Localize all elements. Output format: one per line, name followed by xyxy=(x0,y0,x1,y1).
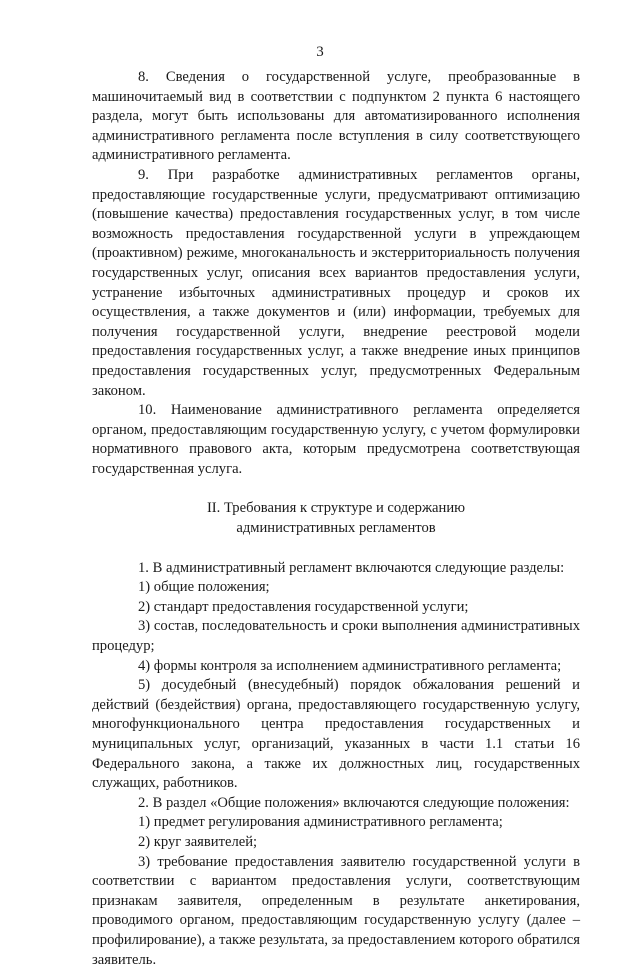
list-item: 5) досудебный (внесудебный) порядок обжалования решений и действий (бездействия) органа, предоставляющего государственную услугу, многофункционального центра предоставления государственных и муниципальных услуг, организаций, указанных в части 1.1 статьи 16 Федерального закона, а также их должностных лиц, государственных служащих, работников. xyxy=(92,677,580,792)
list-item: 4) формы контроля за исполнением административного регламента; xyxy=(138,657,562,674)
section-title-line-2: административных регламентов xyxy=(236,520,436,537)
list-item: 2) стандарт предоставления государственной услуги; xyxy=(138,598,469,615)
paragraph-9: 9. При разработке административных регламентов органы, предоставляющие государственные услуги, предусматривают оптимизацию (повышение качества) предоставления государственных услуг, в том числе возможность предоставления государственной услуги в упреждающем (проактивном) режиме, многоканальность и экстерриториальность получения государственных услуг, описания всех вариантов предоставления услуги, устранение избыточных административных процедур и сроков их осуществления, а также документов и (или) информации, требуемых для получения государственной услуги, внедрение реестровой модели предоставления государственных услуг, а также внедрение иных принципов предоставления государственных услуг, предусмотренных Федеральным законом. xyxy=(92,166,580,399)
page-number: 3 xyxy=(316,44,324,60)
paragraph-10: 10. Наименование административного регламента определяется органом, предоставляющим государственную услугу, с учетом формулировки нормативного правового акта, которым предусмотрена соответствующая государственная услуга. xyxy=(92,402,580,477)
list-item: 1) предмет регулирования административного регламента; xyxy=(138,814,503,831)
paragraph-general-provisions: 2. В раздел «Общие положения» включаются следующие положения: xyxy=(138,794,570,811)
list-item: 2) круг заявителей; xyxy=(138,833,258,850)
list-item: 3) требование предоставления заявителю государственной услуги в соответствии с вариантом предоставления услуги, соответствующим признакам заявителя, определенным в результате анкетирования, проводимого органом, предоставляющим государственную услугу (далее – профилирование), а также результата, за предоставлением которого обратился заявитель. xyxy=(92,853,580,968)
paragraph-sections-intro: 1. В административный регламент включаются следующие разделы: xyxy=(138,559,565,576)
section-title-line-1: II. Требования к структуре и содержанию xyxy=(206,500,466,517)
section-title xyxy=(92,499,580,538)
document-body xyxy=(92,68,580,970)
list-item: 1) общие положения; xyxy=(138,579,270,596)
paragraph-8: 8. Сведения о государственной услуге, преобразованные в машиночитаемый вид в соответствии с подпунктом 2 пункта 6 настоящего раздела, могут быть использованы для автоматизированного исполнения административного регламента после вступления в силу соответствующего административного регламента. xyxy=(92,69,580,164)
list-item: 3) состав, последовательность и сроки выполнения административных процедур; xyxy=(92,618,580,655)
